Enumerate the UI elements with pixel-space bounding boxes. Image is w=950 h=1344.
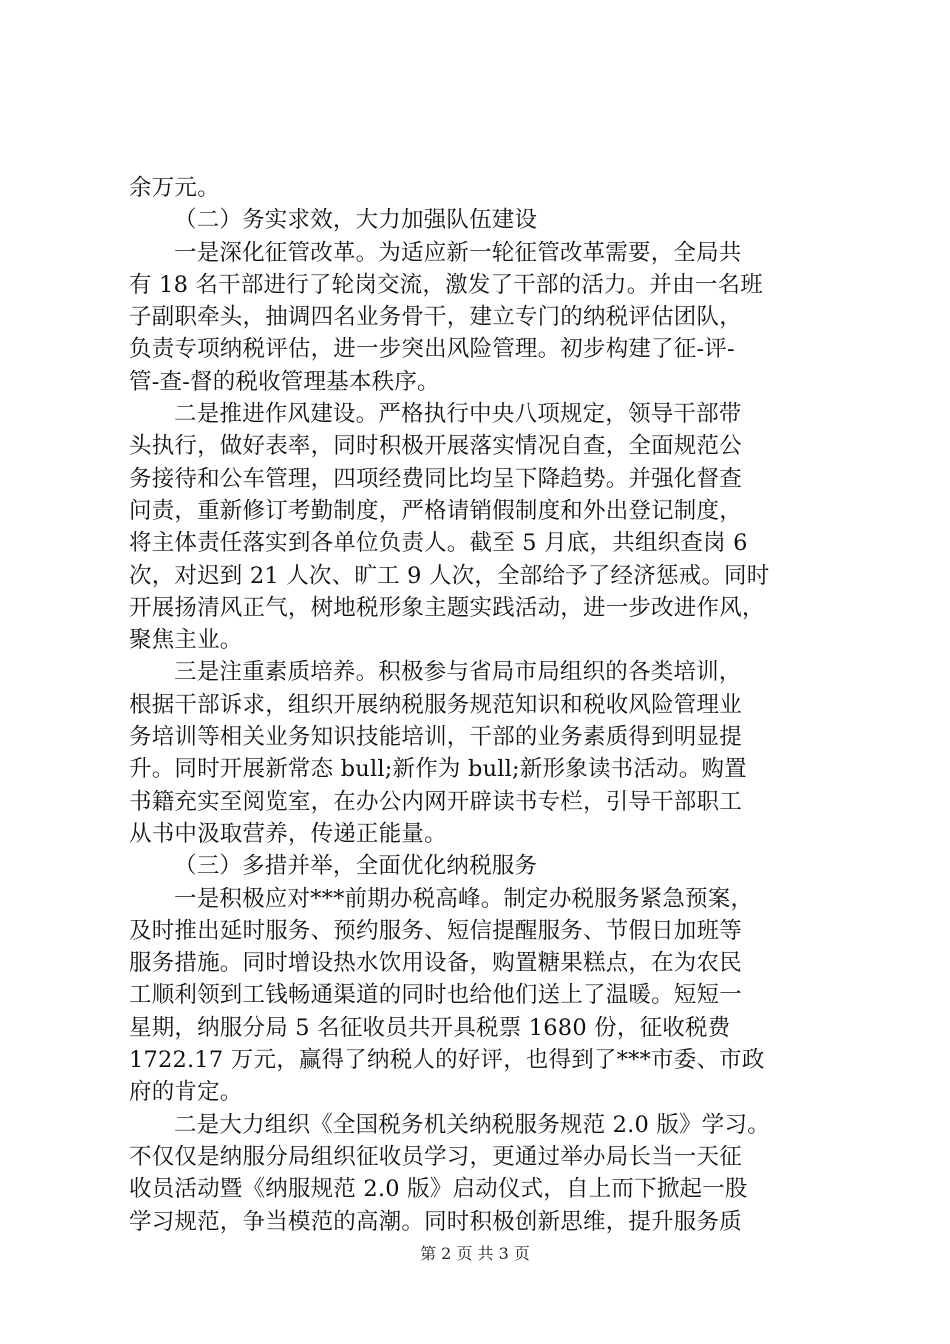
text-line: 负责专项纳税评估，进一步突出风险管理。初步构建了征-评-: [129, 336, 735, 363]
text-line: 聚焦主业。: [129, 627, 243, 654]
page-footer: 第 2 页 共 3 页: [420, 1244, 530, 1263]
text-line: 余万元。: [129, 175, 220, 201]
text-line: 从书中汲取营养，传递正能量。: [129, 820, 447, 847]
paragraph-start: 一是深化征管改革。为适应新一轮征管改革需要，全局共: [174, 239, 742, 266]
text-line: 1722.17 万元，赢得了纳税人的好评，也得到了***市委、市政: [129, 1047, 765, 1074]
paragraph-start: 一是积极应对***前期办税高峰。制定办税服务紧急预案，: [174, 885, 754, 912]
text-line: 头执行，做好表率，同时积极开展落实情况自查，全面规范公: [129, 433, 742, 460]
text-line: 收员活动暨《纳服规范 2.0 版》启动仪式，自上而下掀起一股: [129, 1176, 748, 1203]
text-line: 学习规范，争当模范的高潮。同时积极创新思维，提升服务质: [129, 1208, 742, 1235]
text-line: 次，对迟到 21 人次、旷工 9 人次，全部给予了经济惩戒。同时: [129, 562, 770, 589]
text-line: 书籍充实至阅览室，在办公内网开辟读书专栏，引导干部职工: [129, 788, 742, 815]
text-line: 问责，重新修订考勤制度，严格请销假制度和外出登记制度，: [129, 497, 742, 524]
text-line: 星期，纳服分局 5 名征收员共开具税票 1680 份，征收税费: [129, 1014, 731, 1041]
text-line: 升。同时开展新常态 bull;新作为 bull;新形象读书活动。购置: [129, 756, 747, 783]
text-line: 子副职牵头，抽调四名业务骨干，建立专门的纳税评估团队，: [129, 304, 742, 331]
section-heading: （三）多措并举，全面优化纳税服务: [174, 853, 538, 880]
paragraph-start: 二是推进作风建设。严格执行中央八项规定，领导干部带: [174, 401, 742, 428]
text-line: 及时推出延时服务、预约服务、短信提醒服务、节假日加班等: [129, 917, 742, 944]
text-line: 府的肯定。: [129, 1079, 243, 1106]
text-line: 工顺利领到工钱畅通渠道的同时也给他们送上了温暖。短短一: [129, 982, 742, 1009]
paragraph-start: 二是大力组织《全国税务机关纳税服务规范 2.0 版》学习。: [174, 1111, 770, 1138]
text-line: 服务措施。同时增设热水饮用设备，购置糖果糕点，在为农民: [129, 950, 742, 977]
document-body: [129, 172, 829, 1238]
text-line: 将主体责任落实到各单位负责人。截至 5 月底，共组织查岗 6: [129, 530, 748, 557]
text-line: 不仅仅是纳服分局组织征收员学习，更通过举办局长当一天征: [129, 1143, 742, 1170]
text-line: 有 18 名干部进行了轮岗交流，激发了干部的活力。并由一名班: [129, 271, 763, 298]
paragraph-start: 三是注重素质培养。积极参与省局市局组织的各类培训，: [174, 659, 742, 686]
text-line: 务培训等相关业务知识技能培训，干部的业务素质得到明显提: [129, 724, 742, 751]
text-line: 管-查-督的税收管理基本秩序。: [129, 368, 440, 395]
section-heading: （二）务实求效，大力加强队伍建设: [174, 207, 538, 234]
text-line: 根据干部诉求，组织开展纳税服务规范知识和税收风险管理业: [129, 691, 742, 718]
text-line: 开展扬清风正气，树地税形象主题实践活动，进一步改进作风，: [129, 594, 765, 621]
text-line: 务接待和公车管理，四项经费同比均呈下降趋势。并强化督查: [129, 465, 742, 492]
